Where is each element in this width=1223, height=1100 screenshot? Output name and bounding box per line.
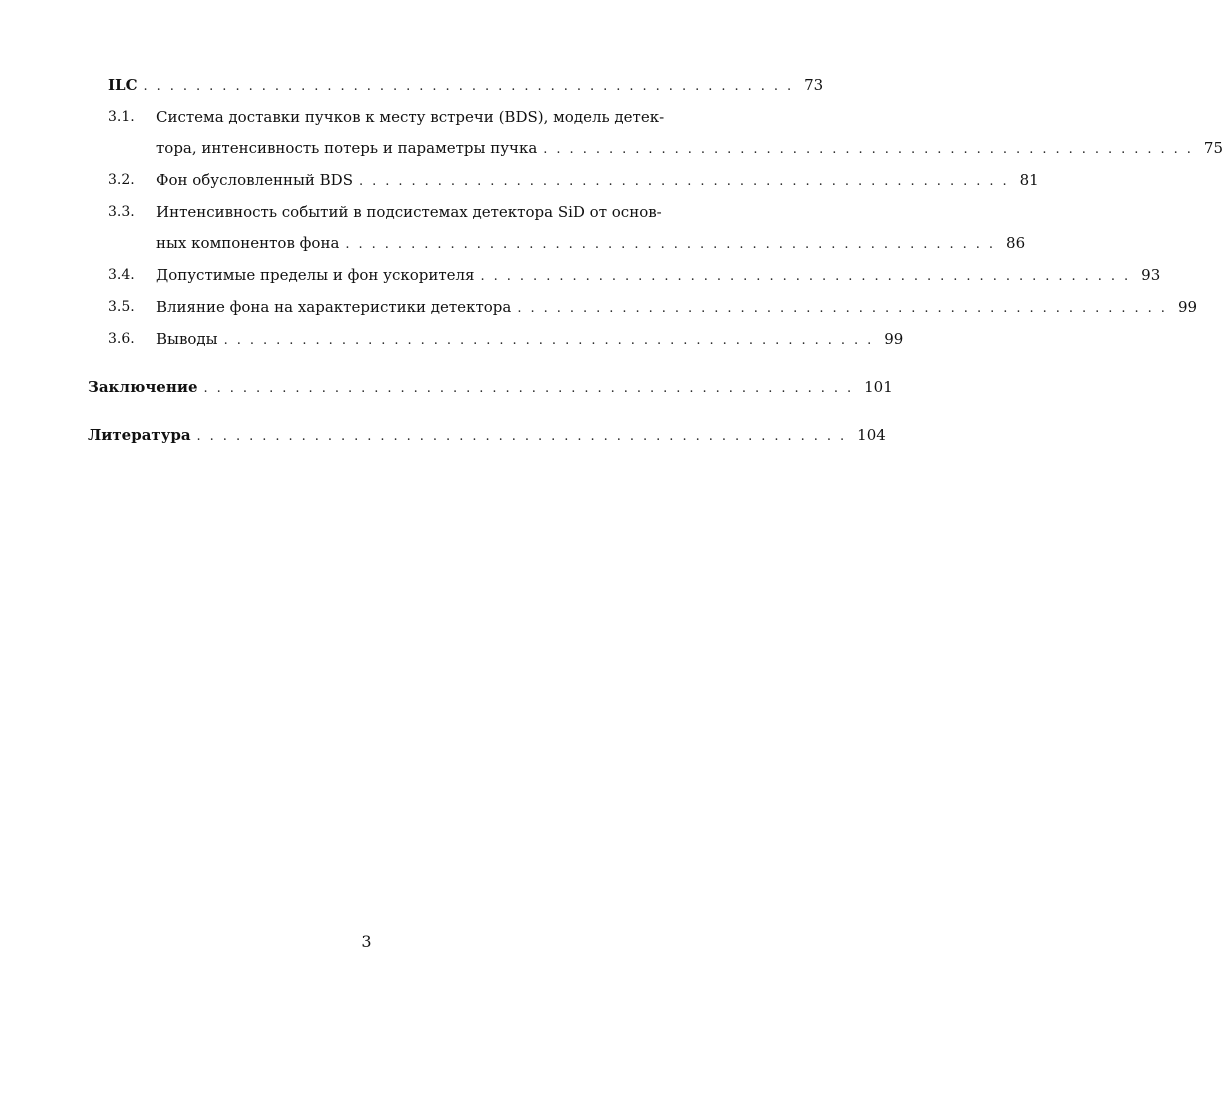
toc-entry-title: Фон обусловленный BDS — [156, 171, 353, 189]
toc-entry-title-continued: ных компонентов фона — [156, 234, 340, 252]
leader-dots: .................................................. — [223, 333, 881, 348]
toc-entry-title: ILC — [108, 76, 138, 94]
toc-entry-number: 3.4. — [108, 267, 135, 283]
toc-entry-title: Система доставки пучков к месту встречи (BDS), модель детек- — [156, 108, 665, 126]
toc-entry-page: 86 — [1006, 234, 1026, 252]
toc-entry-3-3[interactable] — [88, 197, 704, 228]
toc-entry-page: 104 — [857, 426, 886, 444]
toc-entry-3-1[interactable] — [88, 102, 704, 133]
toc-entry-number: 3.2. — [108, 172, 135, 188]
toc-entry-ilc[interactable] — [88, 70, 824, 102]
toc-entry-literature[interactable] — [88, 420, 886, 452]
toc-entry-title: Влияние фона на характеристики детектора — [156, 298, 512, 316]
toc-entry-number: 3.6. — [108, 331, 135, 347]
toc-entry-3-3-continued[interactable] — [88, 228, 1026, 260]
toc-entry-page: 93 — [1141, 266, 1161, 284]
toc-entry-page: 99 — [884, 330, 904, 348]
toc-entry-title: Заключение — [88, 378, 198, 396]
leader-dots: .................................................. — [345, 237, 1003, 252]
leader-dots: .................................................. — [196, 429, 854, 444]
toc-entry-3-6[interactable] — [88, 324, 904, 356]
leader-dots: .................................................. — [358, 174, 1016, 189]
leader-dots: .................................................. — [203, 381, 861, 396]
toc-entry-3-5[interactable] — [88, 292, 1198, 324]
toc-entry-3-1-continued[interactable] — [88, 133, 1223, 165]
toc-entry-number: 3.3. — [108, 204, 135, 220]
toc-entry-page: 73 — [804, 76, 824, 94]
toc-entry-number: 3.1. — [108, 109, 135, 125]
leader-dots: .................................................. — [480, 269, 1138, 284]
toc-entry-page: 75 — [1203, 139, 1223, 157]
leader-dots: .................................................. — [143, 79, 801, 94]
leader-dots: .................................................. — [543, 142, 1200, 157]
toc-entry-title: Допустимые пределы и фон ускорителя — [156, 266, 475, 284]
toc-entry-title-continued: тора, интенсивность потерь и параметры пучка — [156, 139, 538, 157]
toc-entry-3-4[interactable] — [88, 260, 1161, 292]
toc-entry-title: Интенсивность событий в подсистемах детектора SiD от основ- — [156, 203, 662, 221]
toc-entry-page: 101 — [864, 378, 893, 396]
table-of-contents — [88, 70, 1223, 452]
toc-entry-title: Литература — [88, 426, 191, 444]
toc-entry-page: 99 — [1177, 298, 1198, 316]
toc-entry-page: 81 — [1019, 171, 1039, 189]
toc-entry-conclusion[interactable] — [88, 372, 893, 404]
page-number: 3 — [361, 932, 372, 951]
toc-entry-title: Выводы — [156, 330, 218, 348]
toc-entry-3-2[interactable] — [88, 165, 1039, 197]
leader-dots: .................................................. — [517, 301, 1174, 316]
toc-entry-number: 3.5. — [108, 299, 135, 315]
